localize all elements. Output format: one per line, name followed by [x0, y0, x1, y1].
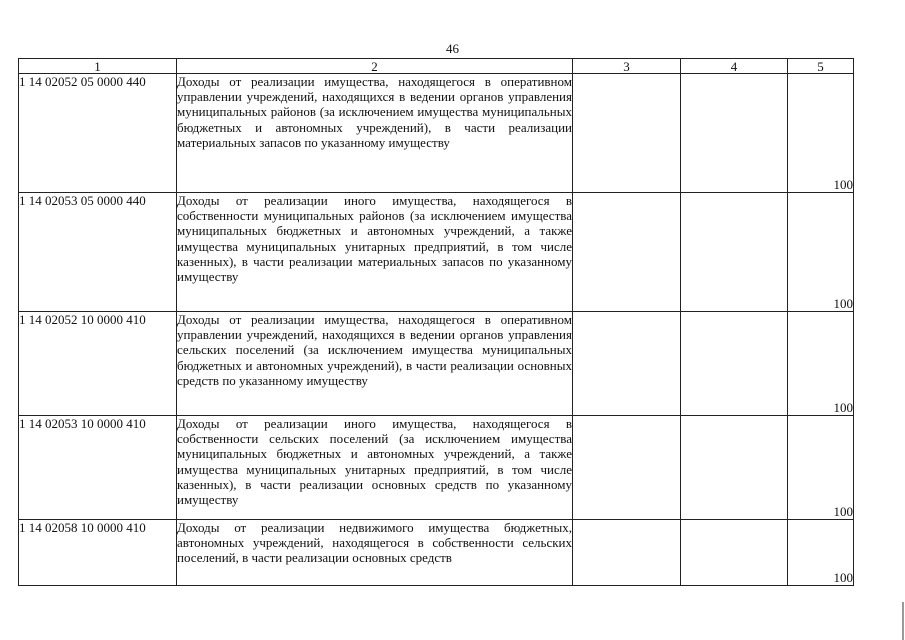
revenue-code: 1 14 02058 10 0000 410	[19, 520, 177, 586]
revenue-code: 1 14 02053 05 0000 440	[19, 193, 177, 312]
col4-cell	[681, 193, 788, 312]
revenue-name: Доходы от реализации иного имущества, находящегося в собственности муниципальных районов (за исключением имущества муниципальных бюджетных и автономных учреждений, а также имущества муниципальных унитарных предприятий, в том числе казенных), в части реализации материальных запасов по указанному имуществу	[177, 193, 573, 312]
page-number: 46	[446, 41, 459, 56]
percent-value: 100	[788, 312, 854, 416]
budget-revenue-table	[18, 58, 854, 586]
revenue-name: Доходы от реализации иного имущества, находящегося в собственности сельских поселений (за исключением имущества муниципальных бюджетных и автономных учреждений, а также имущества муниципальных унитарных предприятий, в том числе казенных), в части реализации основных средств по указанному имуществу	[177, 416, 573, 520]
table-header-row	[19, 59, 854, 74]
col3-cell	[573, 312, 681, 416]
percent-value: 100	[788, 416, 854, 520]
col4-cell	[681, 312, 788, 416]
revenue-name: Доходы от реализации недвижимого имущества бюджетных, автономных учреждений, находящегося в собственности сельских поселений, в части реализации основных средств	[177, 520, 573, 586]
revenue-name: Доходы от реализации имущества, находящегося в оперативном управлении учреждений, находящихся в ведении органов управления сельских поселений (за исключением имущества муниципальных бюджетных и автономных учреждений), в части реализации основных средств по указанному имуществу	[177, 312, 573, 416]
col3-cell	[573, 416, 681, 520]
table-row	[19, 416, 854, 520]
revenue-code: 1 14 02052 10 0000 410	[19, 312, 177, 416]
header-col-5: 5	[788, 59, 854, 74]
col4-cell	[681, 74, 788, 193]
scan-edge-mark	[902, 602, 904, 640]
header-col-2: 2	[177, 59, 573, 74]
col3-cell	[573, 520, 681, 586]
revenue-name: Доходы от реализации имущества, находящегося в оперативном управлении учреждений, находящихся в ведении органов управления муниципальных районов (за исключением имущества муниципальных бюджетных и автономных учреждений), в части реализации материальных запасов по указанному имуществу	[177, 74, 573, 193]
table-row	[19, 193, 854, 312]
header-col-4: 4	[681, 59, 788, 74]
col4-cell	[681, 416, 788, 520]
header-col-3: 3	[573, 59, 681, 74]
revenue-code: 1 14 02052 05 0000 440	[19, 74, 177, 193]
revenue-code: 1 14 02053 10 0000 410	[19, 416, 177, 520]
col3-cell	[573, 193, 681, 312]
col3-cell	[573, 74, 681, 193]
col4-cell	[681, 520, 788, 586]
percent-value: 100	[788, 74, 854, 193]
percent-value: 100	[788, 193, 854, 312]
header-col-1: 1	[19, 59, 177, 74]
percent-value: 100	[788, 520, 854, 586]
table-row	[19, 312, 854, 416]
table-row	[19, 520, 854, 586]
table-row	[19, 74, 854, 193]
